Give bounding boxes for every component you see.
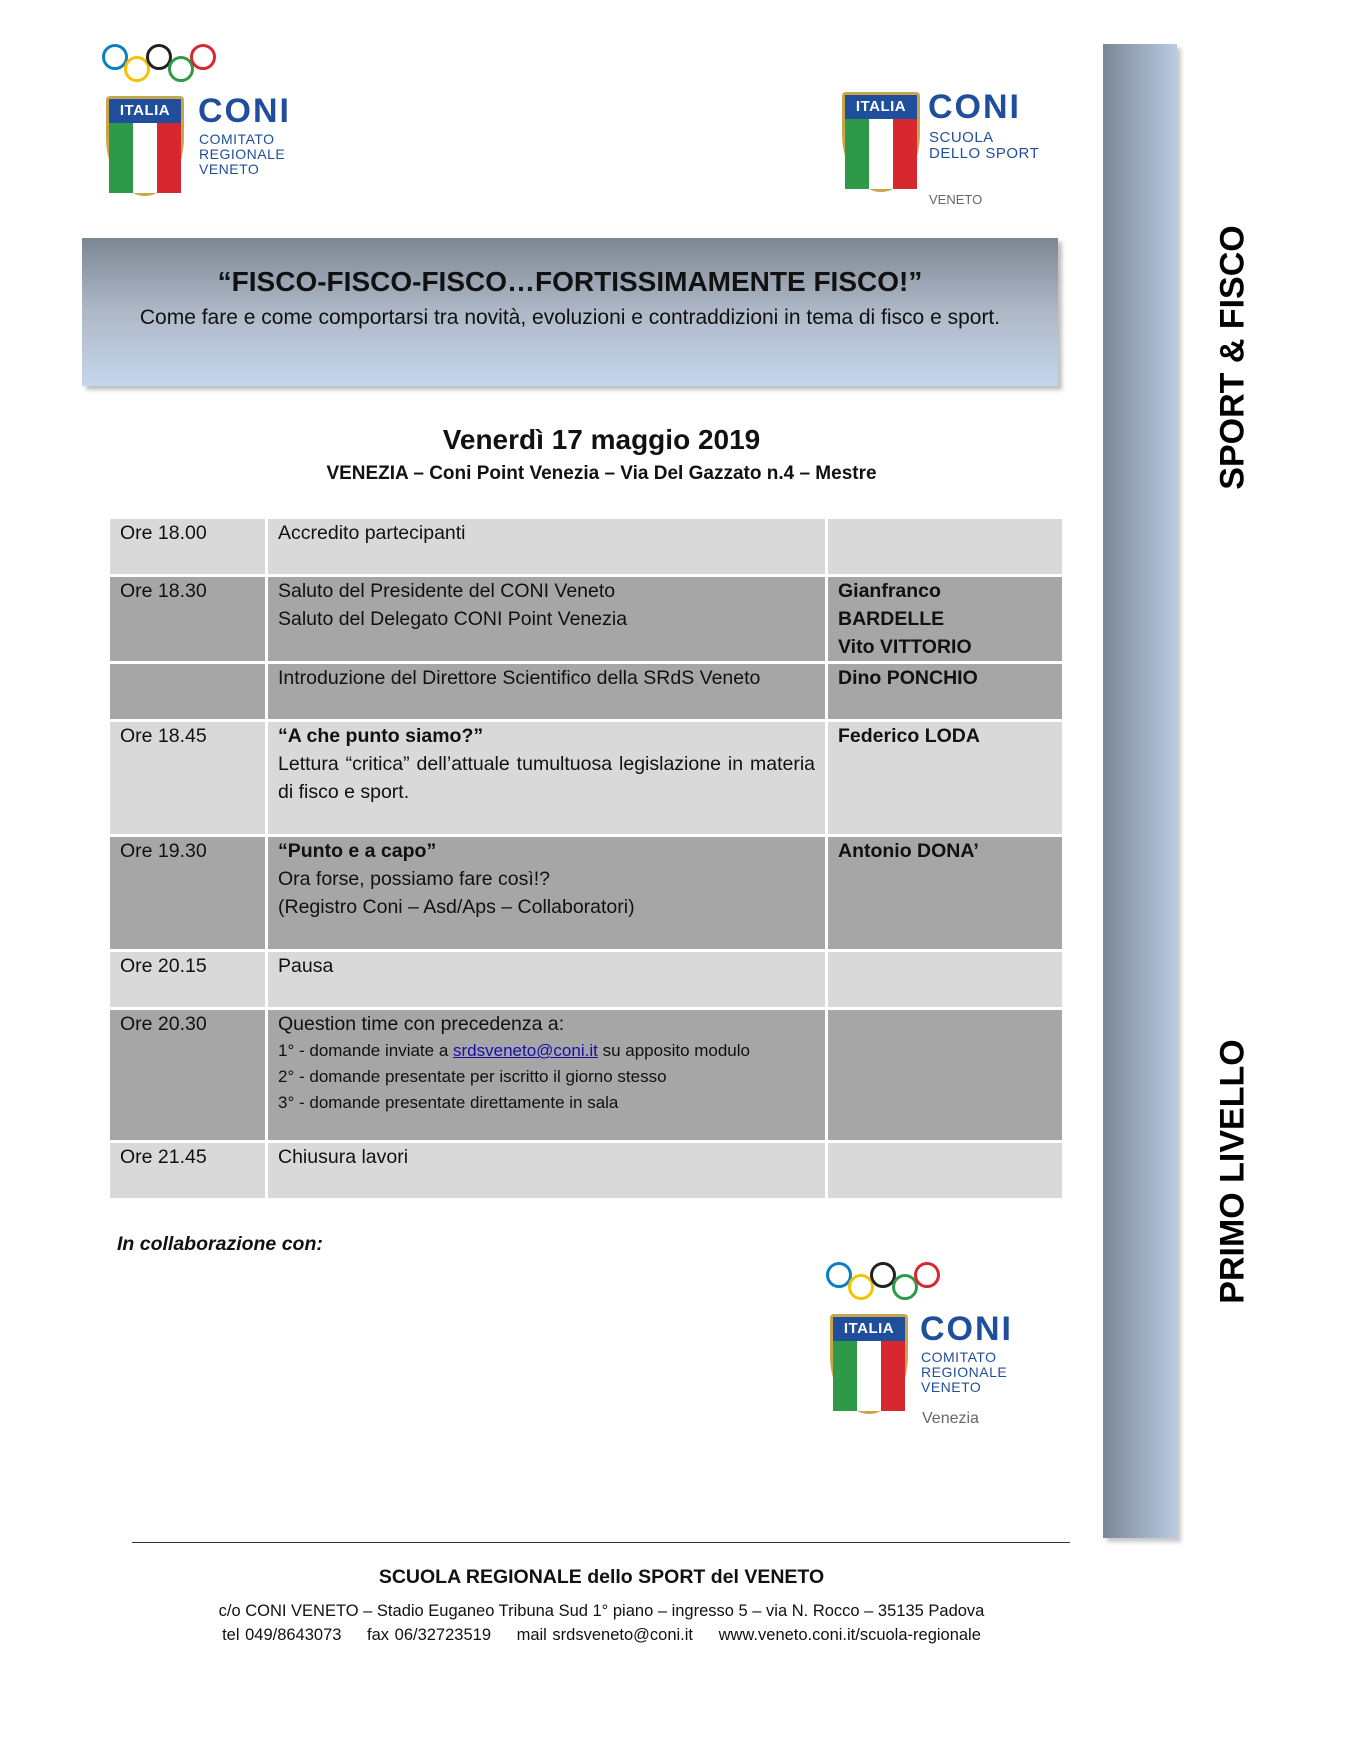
email-link[interactable]: srdsveneto@coni.it [453, 1041, 598, 1060]
sidebar-label-bottom: PRIMO LIVELLO [1213, 1039, 1252, 1304]
table-row: Ore 20.15 Pausa [110, 952, 1062, 1007]
collaboration-label: In collaborazione con: [117, 1233, 323, 1255]
table-row: Ore 18.30 Saluto del Presidente del CONI Veneto Saluto del Delegato CONI Point Venezia Gianfranco BARDELLE Vito VITTORIO [110, 577, 1062, 661]
table-row: Ore 21.45 Chiusura lavori [110, 1143, 1062, 1198]
coni-wordmark: CONI [928, 88, 1021, 126]
logo-region: VENETO [929, 192, 983, 207]
footer-mail[interactable]: mail srdsveneto@coni.it [516, 1626, 693, 1644]
footer-fax: fax 06/32723519 [367, 1626, 491, 1644]
logo-region: Venezia [922, 1410, 979, 1427]
footer-website[interactable]: www.veneto.coni.it/scuola-regionale [718, 1626, 981, 1644]
event-title-banner [82, 238, 1058, 386]
coni-wordmark: CONI [198, 92, 291, 130]
table-row: Ore 20.30 Question time con precedenza a: 1° - domande inviate a srdsveneto@coni.it su apposito modulo 2° - domande presentate per iscritto il giorno stesso 3° - domande presentate direttamente in sala [110, 1010, 1062, 1140]
coni-scuola-sport-logo [842, 88, 1062, 222]
event-date: Venerdì 17 maggio 2019 [442, 424, 761, 455]
logo-subtitle: COMITATO REGIONALE VENETO [199, 131, 286, 177]
sidebar-label-top: SPORT & FISCO [1213, 225, 1252, 490]
italia-shield-icon: ITALIA [830, 1314, 908, 1414]
italia-shield-icon: ITALIA [106, 96, 184, 196]
logo-subtitle: SCUOLA DELLO SPORT [929, 129, 1040, 162]
table-row: Ore 19.30 “Punto e a capo” Ora forse, possiamo fare così!? (Registro Coni – Asd/Aps – Collaboratori) Antonio DONA’ [110, 837, 1062, 949]
footer-contacts [0, 1626, 1203, 1645]
table-row: Ore 18.45 “A che punto siamo?” Lettura “critica” dell’attuale tumultuosa legislazione in materia di fisco e sport. Federico LODA [110, 722, 1062, 834]
italia-shield-icon: ITALIA [842, 92, 920, 192]
footer-org: SCUOLA REGIONALE dello SPORT del VENETO [378, 1566, 825, 1588]
footer-tel: tel 049/8643073 [222, 1626, 342, 1644]
table-row: Introduzione del Direttore Scientifico della SRdS Veneto Dino PONCHIO [110, 664, 1062, 719]
coni-veneto-venezia-logo [826, 1262, 1046, 1442]
event-location: VENEZIA – Coni Point Venezia – Via Del Gazzato n.4 – Mestre [326, 463, 877, 484]
coni-wordmark: CONI [920, 1310, 1013, 1348]
event-title: “FISCO-FISCO-FISCO…FORTISSIMAMENTE FISCO!” [217, 266, 923, 297]
program-table [107, 516, 1065, 1201]
footer-divider [132, 1542, 1070, 1543]
logo-subtitle: COMITATO REGIONALE VENETO [921, 1349, 1008, 1395]
olympic-rings-icon [102, 44, 212, 82]
coni-veneto-logo [102, 44, 312, 204]
footer-address: c/o CONI VENETO – Stadio Euganeo Tribuna Sud 1° piano – ingresso 5 – via N. Rocco – 35135 Padova [218, 1602, 985, 1620]
event-subtitle: Come fare e come comportarsi tra novità, evoluzioni e contraddizioni in tema di fisco e sport. [139, 306, 1001, 329]
olympic-rings-icon [826, 1262, 936, 1300]
table-row: Ore 18.00 Accredito partecipanti [110, 519, 1062, 574]
